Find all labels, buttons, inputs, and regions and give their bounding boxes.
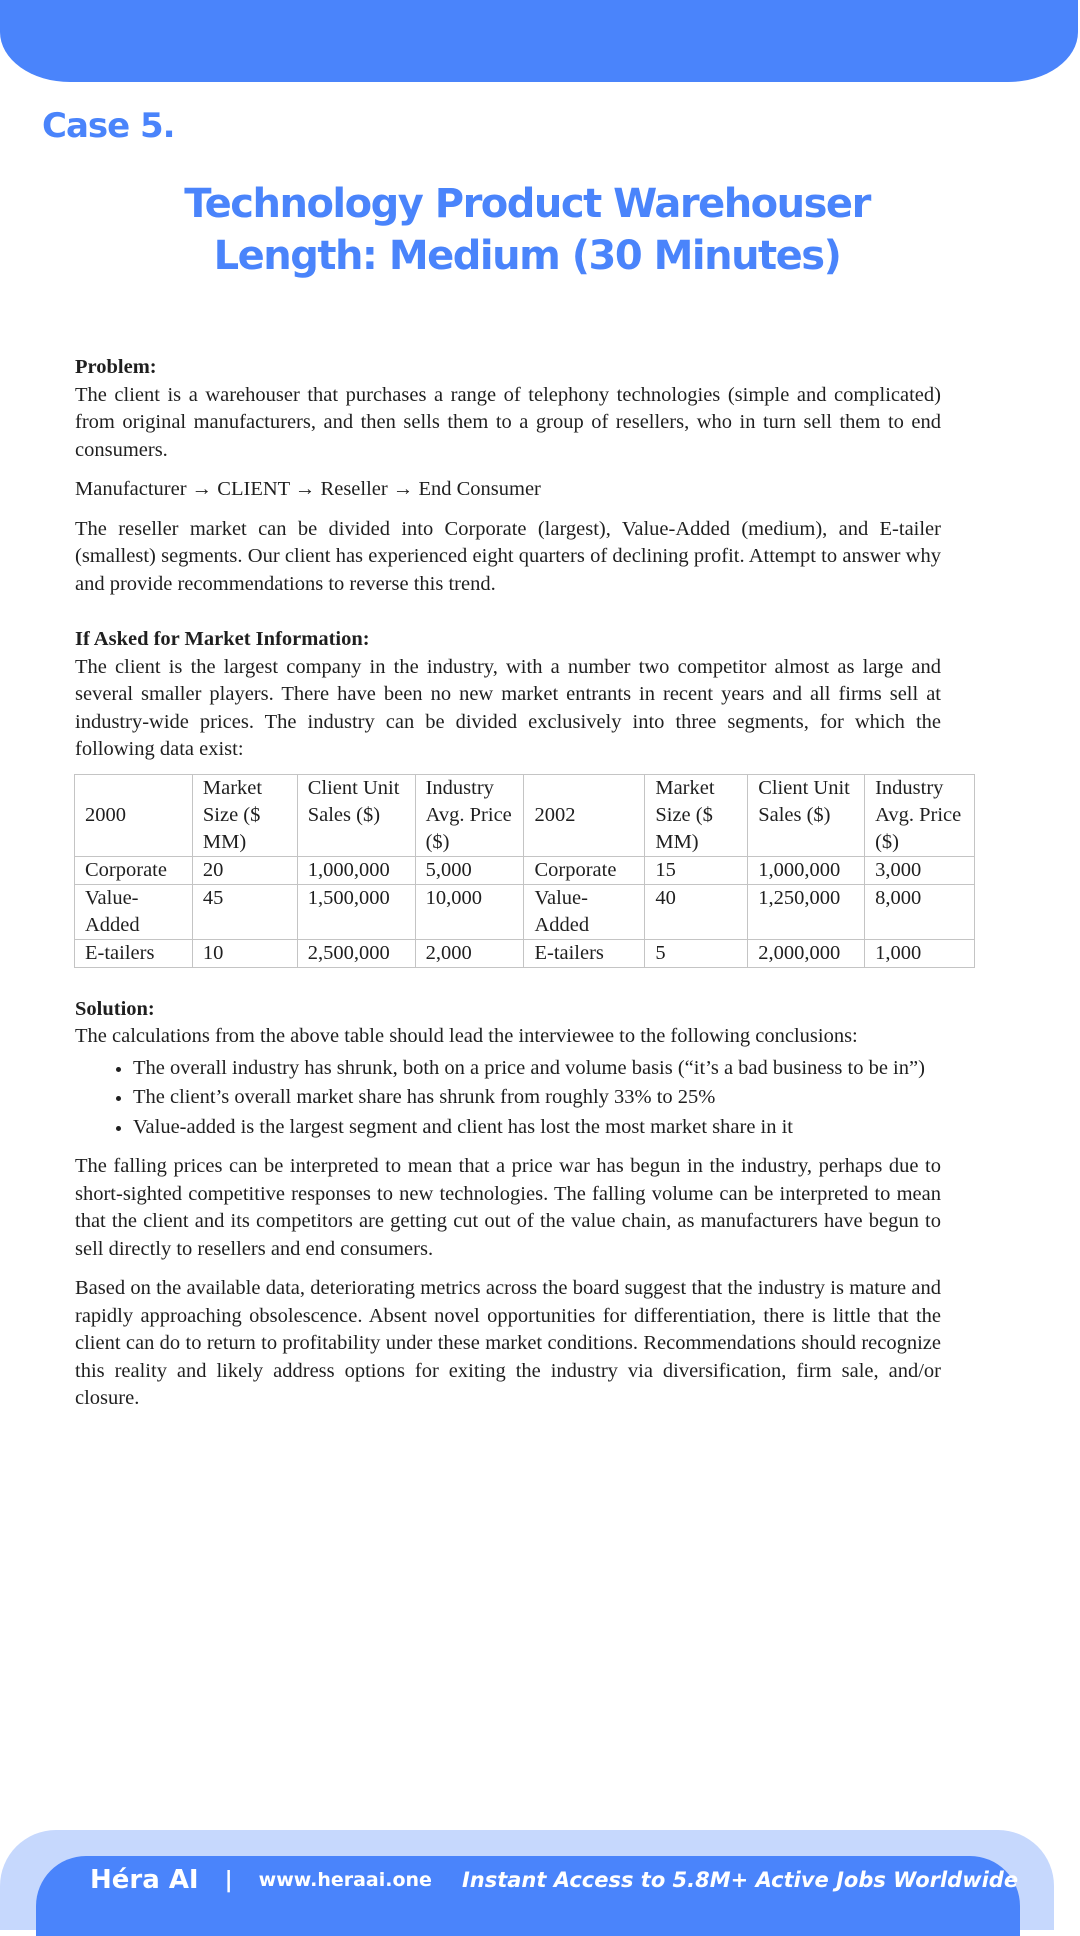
segment-cell: E-tailers [75,939,193,967]
market-size-cell: 40 [645,884,748,939]
col-client-unit-sales: Client Unit Sales ($) [748,774,865,856]
col-market-size: Market Size ($ MM) [645,774,748,856]
list-item: • Value-added is the largest segment and client has lost the most market share in it [133,1114,941,1142]
problem-segments: The reseller market can be divided into Corporate (largest), Value-Added (medium), and E-tailer (smallest) segments. Our client has experienced eight quarters of declining profit. Attempt to answer why and provide recommendations to reverse this trend. [75,517,941,595]
website-link[interactable]: www.heraai.one [258,1869,432,1891]
conclusions-list [75,1055,941,1142]
brand-name: Héra AI [90,1865,199,1895]
unit-sales-cell: 2,000,000 [748,939,865,967]
market-size-cell: 15 [645,856,748,884]
avg-price-cell: 8,000 [865,884,975,939]
segment-cell: E-tailers [524,939,645,967]
case-document [75,354,962,1413]
avg-price-cell: 1,000 [865,939,975,967]
footer-separator: | [224,1867,233,1893]
market-size-cell: 10 [192,939,297,967]
market-heading: If Asked for Market Information: [75,628,370,650]
segment-cell: Value-Added [75,884,193,939]
problem-intro: The client is a warehouser that purchases a range of telephony technologies (simple and complicated) from original manufacturers, and then sells them to a group of resellers, who in turn sell them to end consumers. [75,383,941,461]
unit-sales-cell: 1,000,000 [297,856,415,884]
table-row [75,884,975,939]
col-market-size: Market Size ($ MM) [192,774,297,856]
market-size-cell: 45 [192,884,297,939]
market-text: The client is the largest company in the industry, with a number two competitor almost as large and several smaller players. There have been no new market entrants in recent years and all firms sell at industry-wide prices. The industry can be divided exclusively into three segments, for which the following data exist: [75,655,941,760]
unit-sales-cell: 1,250,000 [748,884,865,939]
list-item: • The client’s overall market share has shrunk from roughly 33% to 25% [133,1084,941,1112]
problem-heading: Problem: [75,356,157,378]
avg-price-cell: 10,000 [415,884,524,939]
unit-sales-cell: 1,500,000 [297,884,415,939]
solution-paragraph-1: The falling prices can be interpreted to mean that a price war has begun in the industry, perhaps due to short-sighted competitive responses to new technologies. The falling volume can be interpreted to mean that the client and its competitors are getting cut out of the value chain, as manufacturers have begun to sell directly to resellers and end consumers. [75,1155,941,1260]
segment-cell: Value-Added [524,884,645,939]
unit-sales-cell: 2,500,000 [297,939,415,967]
list-item: • The overall industry has shrunk, both on a price and volume basis (“it’s a bad business to be in”) [133,1055,941,1083]
avg-price-cell: 2,000 [415,939,524,967]
page-title [0,178,1054,282]
footer-content [36,1856,1020,1904]
solution-heading: Solution: [75,997,155,1020]
segment-cell: Corporate [524,856,645,884]
market-size-cell: 5 [645,939,748,967]
table-row [75,856,975,884]
title-line-1: Technology Product Warehouser [184,181,870,227]
unit-sales-cell: 1,000,000 [748,856,865,884]
solution-intro: The calculations from the above table should lead the interviewee to the following conclusions: [75,1025,858,1047]
year-2002-header: 2002 [524,774,645,856]
year-2000-header: 2000 [75,774,193,856]
market-size-cell: 20 [192,856,297,884]
avg-price-cell: 5,000 [415,856,524,884]
footer-tagline: Instant Access to 5.8M+ Active Jobs Worldwide [461,1868,1019,1892]
col-industry-avg-price: Industry Avg. Price ($) [865,774,975,856]
avg-price-cell: 3,000 [865,856,975,884]
col-client-unit-sales: Client Unit Sales ($) [297,774,415,856]
top-header-band [0,0,1078,82]
solution-paragraph-2: Based on the available data, deteriorating metrics across the board suggest that the industry is mature and rapidly approaching obsolescence. Absent novel opportunities for differentiation, there is little that the client can do to return to profitability under these market conditions. Recommendations should recognize this reality and likely address options for exiting the industry via diversification, firm sale, and/or closure. [75,1277,941,1409]
value-chain-flow: Manufacturer → CLIENT → Reseller → End Consumer [75,478,541,500]
segment-cell: Corporate [75,856,193,884]
table-header-row [75,774,975,856]
title-line-2: Length: Medium (30 Minutes) [213,233,841,279]
market-data-table [74,774,975,968]
table-row [75,939,975,967]
col-industry-avg-price: Industry Avg. Price ($) [415,774,524,856]
case-label: Case 5. [42,106,175,146]
